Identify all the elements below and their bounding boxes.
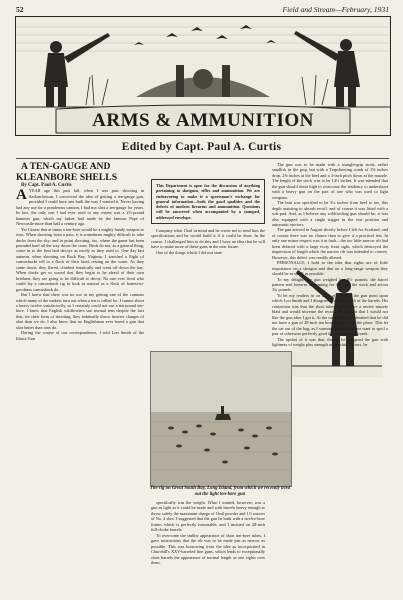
paragraph: specifically was the weight. What I wanted, however, was a gun as light as it could be made and with barrels heavy enough to throw safely the maximum charge of Oval powder and 1½ ounces of No. 4 shot. I suggested that the gun be built with a twelve-bore frame, which is perfectly reasonable, and I insisted on 28-inch full-choke barrels.: [151, 500, 265, 533]
column-1: [16, 162, 144, 341]
paragraph: AYEAR ago this past fall, when I was pass shooting in Saskatchewan, I conceived the idea of getting a ten-gauge gun, provided I could have one built the way I wanted it. Never having had any use for a ponderous cannon, I had not shot a ten-gauge for years. In fact, the only one I had ever used to any extent was a 2½-pound hammer gun, which my father had made by the famous Pape of Newcastle more than half a century ago.: [16, 187, 144, 227]
paragraph: The gun arrived in August shortly before I left for Scotland, and of course there was no chance then to give it a practical test. In only one minor respect was it at fault—the too little narrow rib had been defaced with a large ivory front sight, which destroyed the impression of length which the narrow rib was intended to convey. However, this defect was readily altered.: [272, 227, 388, 260]
drop-cap: A: [16, 187, 27, 204]
photo-caption: The rig on Great South Bay, Long Island, from which we recently tried out the light ten-bore gun: [149, 486, 291, 497]
paragraph: The gun was to be made with a straight-grip stock, rather smallish in the grip, but with a Trapshooting comb of 1⅝ inches drop, 2⅜ inches at the heel and a 3-inch pitch down at the muzzle. The length of the stock was to be 14½ inches. It was intended that the gun should shoot high to overcome the tendency to undershoot with a heavy gun on the part of one who was used to light weapons.: [272, 162, 388, 200]
article-byline: By Capt. Paul A. Curtis: [21, 183, 72, 188]
magazine-title: Field and Stream—February, 1931: [282, 5, 389, 14]
paragraph: One of the things which I did not state: [156, 249, 222, 255]
paragraph: The upshot of it was that, though he designed the gun with lightness of weight plus strength as the chief factors, he: [272, 336, 388, 347]
article-title: A TEN-GAUGE AND KLEANBORE SHELLS: [16, 161, 118, 183]
department-banner: [15, 16, 391, 136]
paragraph: To my delight, the gun weighed but 8½ pounds; the barrel pattern and forearm accounting for 4¾, and the stock and action 3¾ pounds.: [272, 276, 388, 293]
water-scene: [151, 352, 291, 486]
paragraph: The butt was specified to be 5¼ inches from heel to toe, this depth assisting to absorb recoil, and of course it was fitted with a soft pad. And, as I believe any wildfowling gun should be, it was also equipped with a single trigger in the rear position and automatic ejectors.: [272, 200, 388, 227]
paragraph: To let my readers in on a bit of a secret, the gun point upon which Lon Smith and I disagreed was the length of the barrels. His contention was that the short tubes would have a severe muzzle blast and would increase the recoil. He thought that I would not like the gun after I got it. At the same time, he admitted that he did not have a gun of 28-inch ten bore on his rib in the place. This let the cat out of the bag, as I surmised that he did not want to spoil a pair of otherwise perfectly good tubes to humor a crank.: [272, 292, 388, 337]
column-2-upper: [151, 228, 265, 255]
divider: [16, 158, 389, 159]
paragraph: But I knew that there was no use in my getting one of the cannons which many of the makers turn out when a ten is called for. I cannot shoot a heavy twelve satisfactorily, so I certainly could not use a ten-pound ten-bore. I knew that English wildfowlers use normal tens despite the fact that, for their form of shooting, they habitually throw heavier charges of shot than we do. I also knew that no Englishman ever bored a gun that shot better than ours do.: [16, 292, 144, 330]
paragraph: PERSONALLY, I hold to the idea that sights are of little importance on a shotgun and that on a long-range weapon they should be as small as possible.: [272, 260, 388, 277]
paragraph: During the course of our correspondence, I told Lon Smith of the Ithaca Gun: [16, 330, 144, 341]
department-title: ARMS & AMMUNITION: [92, 110, 314, 131]
paragraph: Yet I knew that at times a ten-bore would be a mighty handy weapon to own. When shooting from a pass, it is sometimes mighty difficult to rake ducks from the sky; and in point shooting, too, where the game has been pounded hard all the way down the coast. Birds do not, as a general thing, come in to the best laid decoys as nicely as they used to. One day last autumn, when shooting on Back Bay, Virginia, I watched a flight of canvasbacks tell to a flock of their kind, resting on the water. As they came down, they flared, climbed frantically and went off down the bay. When ducks get so scared that they begin to be afraid of their own brethren, they are going to be difficult to decoy. No one ever lived who could lay a canvasback rig to look as natural as a flock of honest-to-goodness canvasback do.: [16, 226, 144, 292]
editor-line: Edited by Capt. Paul A. Curtis: [121, 141, 282, 153]
photo-duck-rig: [150, 351, 292, 487]
paragraph: To overcome the stubby appearance of short ten-bore tubes, I gave instructions that the rib was to be made just as narrow as possible. This was borrowing from the idea as incorporated in Churchill's XXV-barreled fine guns, which lends to exceptionally short barrels the appearance of normal length as one sights over them.: [151, 532, 265, 565]
column-3: [272, 162, 388, 347]
paragraph: Company what I had in mind and he wrote me to send him the specifications and he would build it if it could be done. In the course, I challenged him to do this and I have an idea that he will have to make more of these guns in the near future.: [151, 228, 265, 250]
department-notice: This Department is open for the discussion of anything pertaining to shotguns, rifles and ammunition. We are endeavoring to make it a sportsman's exchange for general information—both the good qualities and the defects of modern firearms and ammunition. Questions will be answered when accompanied by a stamped, addressed envelope.: [151, 179, 265, 224]
column-2-lower: [151, 500, 265, 565]
page-number: 52: [16, 5, 24, 14]
